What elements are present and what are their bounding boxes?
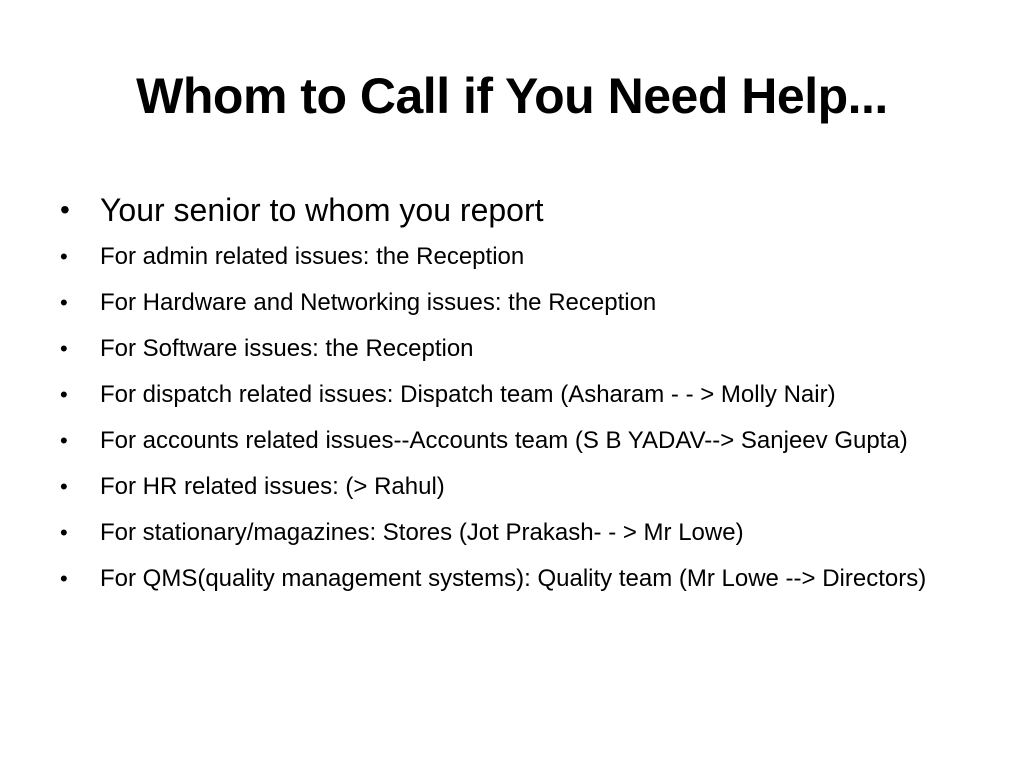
- bullet-item: [56, 238, 966, 275]
- bullet-item: [56, 560, 966, 597]
- bullet-list: [56, 186, 966, 606]
- bullet-item: [56, 330, 966, 367]
- bullet-icon: •: [60, 520, 68, 545]
- bullet-icon: •: [60, 290, 68, 315]
- bullet-icon: •: [60, 244, 68, 269]
- bullet-text: For HR related issues: (> Rahul): [100, 473, 445, 500]
- bullet-text: Your senior to whom you report: [100, 192, 544, 228]
- bullet-icon: •: [60, 566, 68, 591]
- bullet-text: For stationary/magazines: Stores (Jot Prakash- - > Mr Lowe): [100, 519, 744, 546]
- bullet-text: For dispatch related issues: Dispatch team (Asharam - - > Molly Nair): [100, 381, 836, 408]
- bullet-item: [56, 284, 966, 321]
- bullet-item: [56, 514, 966, 551]
- bullet-icon: •: [60, 428, 68, 453]
- bullet-text: For QMS(quality management systems): Quality team (Mr Lowe --> Directors): [100, 565, 927, 592]
- bullet-text: For Software issues: the Reception: [100, 335, 474, 362]
- bullet-icon: •: [60, 382, 68, 407]
- bullet-icon: •: [60, 474, 68, 499]
- bullet-item: [56, 468, 966, 505]
- bullet-text: For Hardware and Networking issues: the Reception: [100, 289, 657, 316]
- bullet-item: [56, 422, 966, 459]
- bullet-text: For admin related issues: the Reception: [100, 243, 525, 270]
- bullet-item: [56, 376, 966, 413]
- bullet-text: For accounts related issues--Accounts team (S B YADAV--> Sanjeev Gupta): [100, 427, 908, 454]
- bullet-item: [56, 186, 966, 234]
- bullet-icon: •: [60, 336, 68, 361]
- slide-title: Whom to Call if You Need Help...: [136, 68, 888, 124]
- bullet-icon: •: [60, 194, 70, 225]
